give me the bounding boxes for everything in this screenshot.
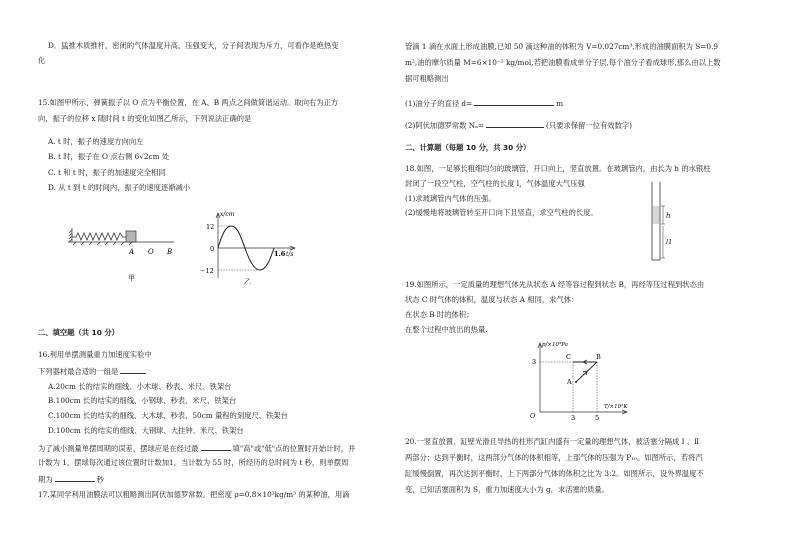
q16-option-a: A.20cm 长的结实的细线、小木球、秒表、米尺、铁架台 bbox=[48, 382, 232, 391]
label-o: O bbox=[148, 248, 154, 256]
q16-option-c: C.100cm 长的结实的细线、大木球、秒表、50cm 量程的刻度尺、铁架台 bbox=[48, 411, 288, 420]
wall-hatch bbox=[68, 228, 174, 245]
tick-t3: 3 bbox=[571, 414, 576, 422]
q15-option-d: D. 从 t 到 t 的时间内，振子的速度逐渐减小 bbox=[48, 183, 191, 192]
t-axis-label: T/×10²K bbox=[604, 404, 628, 410]
q18-line1: 18.如图，一足够长粗细均匀的玻璃管，开口向上，竖直放置。在玻璃管内，由长为 h 的水银柱 bbox=[405, 164, 711, 173]
tick-p3: 3 bbox=[532, 358, 537, 366]
origin-o: O bbox=[530, 412, 536, 420]
q20-line2: 两部分；达到平衡时，这两部分气体的体积相等，上部气体的压强为 P₁₀。如图所示，若将汽 bbox=[405, 453, 703, 462]
q19-line1: 19.如图所示，一定质量的理想气体先从状态 A 经等容过程到状态 B，再经等压过程到状态由 bbox=[405, 280, 705, 289]
tick-t5: 5 bbox=[595, 414, 600, 422]
q15-option-a: A. t 时，振子的速度方向向左 bbox=[48, 137, 144, 146]
label-b: B bbox=[167, 248, 173, 256]
figure-xt-graph bbox=[198, 208, 298, 284]
section-calc-title: 二、计算题（每题 10 分，共 30 分） bbox=[405, 143, 531, 152]
q16-line1: 为了减小测量单摆周期的误差，摆球应是在经过最 填"高"或"低"点的位置时开始计时，并 bbox=[38, 444, 356, 453]
q20-line4: 变，已知活塞面积为 S，重力加速度大小为 g，求活塞的质量。 bbox=[405, 485, 610, 494]
label-h: h bbox=[666, 212, 671, 220]
q16-title: 16.利用单摆测量重力加速度实验中 bbox=[38, 350, 152, 359]
q20-line1: 20.一竖直放置、缸壁光滑且导热的柱形汽缸内盛有一定量的理想气体，被活塞分隔成 Ⅰ 、Ⅱ bbox=[405, 437, 700, 446]
tick-0: 0 bbox=[210, 245, 215, 253]
label-point-c: C bbox=[566, 353, 571, 361]
option-d-line2: 化 bbox=[38, 56, 46, 65]
q17-sub2: (2)阿伏加德罗常数 Nₐ= (只要求保留一位有效数字) bbox=[405, 121, 633, 130]
q18-line2: 封闭了一段空气柱，空气柱的长度 l，气体温度大气压强 bbox=[405, 179, 585, 188]
option-d-line1: D．猛推木质推杆，密闭的气体温度升高，压强变大，分子间表现为斥力，可看作是绝热变 bbox=[48, 41, 339, 50]
label-point-a: A bbox=[567, 378, 572, 386]
label-point-b: B bbox=[596, 353, 601, 361]
figure-spring-oscillator bbox=[68, 222, 178, 282]
q17-sub1: (1)油分子的直径 d= m bbox=[405, 99, 564, 108]
tick-12: 12 bbox=[206, 223, 215, 231]
q17-blank-avogadro[interactable] bbox=[486, 120, 544, 128]
q17-cont-line2: m²,油的摩尔质量 M=6×10⁻² kg/mol,若把油膜看成单分子层,每个油分子看成球形,那么由以上数 bbox=[405, 58, 721, 67]
q16-option-b: B.100cm 长的结实的细线、小钢球、秒表、米尺、铁架台 bbox=[48, 396, 237, 405]
oscillator-block bbox=[126, 231, 136, 242]
q16-option-d: D.100cm 长的结实的细线、大钢球、大挂钟、米尺、铁架台 bbox=[48, 426, 244, 435]
label-l1: l1 bbox=[666, 238, 673, 246]
point-a bbox=[575, 381, 577, 383]
q19-line4: 在整个过程中放出的热量. bbox=[405, 325, 488, 334]
q17-cont-line1: 管滴 1 滴在水面上形成油膜,已知 50 滴这种油的体积为 V=0.027cm³,形成的油膜面积为 S=0.9 bbox=[405, 42, 719, 51]
caption-yi: 乙 bbox=[244, 278, 251, 284]
q18-sub2: (2)缓慢地将玻璃管转至开口向下且竖直，求空气柱的长度。 bbox=[405, 208, 598, 217]
q18-sub1: (1)求玻璃管内气体的压强。 bbox=[405, 194, 496, 203]
q19-line3: 在状态 B 时的体积； bbox=[405, 310, 474, 319]
tick-neg12: −12 bbox=[200, 267, 214, 275]
q16-line2: 计数为 1，摆球每次通过该位置时计数加1，当计数为 55 时，所经历的总时间为 t 秒，则单摆周 bbox=[38, 458, 349, 467]
tick-1-6: 1.6 bbox=[274, 250, 286, 258]
figure-pt-graph bbox=[526, 338, 630, 424]
spring bbox=[72, 233, 126, 240]
section-fill-blank-title: 二、填空题（共 10 分） bbox=[38, 328, 119, 337]
figure-glass-tube bbox=[643, 180, 679, 266]
q15-line1: 15.如图甲所示，弹簧振子以 O 点为平衡位置，在 A、B 两点之间做简谐运动。取向右为正方 bbox=[38, 98, 339, 107]
caption-jia: 甲 bbox=[128, 274, 135, 282]
y-axis-label: x/cm bbox=[220, 211, 235, 218]
label-a: A bbox=[129, 248, 135, 256]
q16-prompt: 下列器材最合适的一组是 bbox=[38, 366, 146, 375]
x-axis-label: t/s bbox=[286, 251, 294, 258]
q15-option-c: C. t 和 t 时，振子的加速度完全相同 bbox=[48, 168, 166, 177]
q15-line2: 向，振子的位移 x 随时间 t 的变化如图乙所示，下列说法正确的是 bbox=[38, 114, 252, 123]
q17-cont-line3: 据可粗略测出 bbox=[405, 74, 449, 83]
q17-blank-diameter[interactable] bbox=[474, 98, 554, 106]
q16-blank-2[interactable] bbox=[201, 443, 231, 451]
q15-option-b: B. t 时，振子在 O 点右侧 6√2cm 处 bbox=[48, 152, 170, 161]
mercury-column bbox=[652, 206, 659, 224]
q19-line2: 状态 C 时气体的体积，温度与状态 A 相同，求气体： bbox=[405, 295, 579, 304]
q17-line1: 17.某同学利用油膜法可以粗略测出阿伏加德罗常数。把密度 ρ=0.8×10³kg/m³ 的某种油，用滴 bbox=[38, 490, 350, 499]
p-axis-label: p/×10⁵Pa bbox=[542, 342, 568, 348]
q16-line3: 期为 秒 bbox=[38, 475, 104, 484]
q16-blank-3[interactable] bbox=[55, 474, 95, 482]
q16-blank-1[interactable] bbox=[120, 366, 146, 374]
q20-line3: 缸缓慢倒置，再次达到平衡时，上下两部分气体的体积之比为 3:2。如图所示，设外界温度不 bbox=[405, 469, 704, 478]
